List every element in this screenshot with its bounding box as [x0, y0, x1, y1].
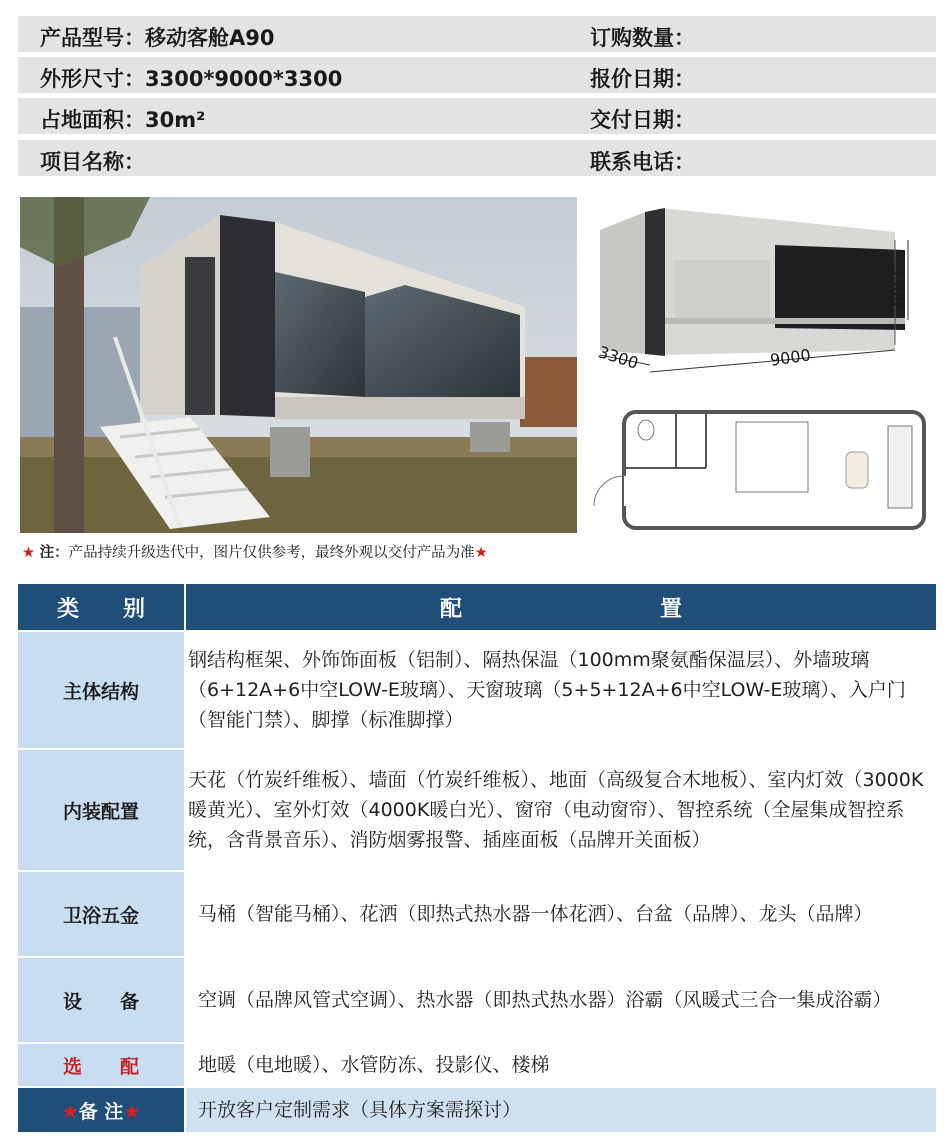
order-quantity: 订购数量： [590, 26, 695, 50]
disclaimer-note [22, 541, 488, 562]
table-row [17, 749, 937, 871]
row-category-remark [17, 1087, 185, 1133]
row-category: 主体结构 [17, 631, 185, 749]
render-dim-width: 3300 [596, 342, 641, 373]
product-photo [20, 197, 577, 533]
star-icon: ★ [61, 1100, 79, 1123]
floor-plan [588, 404, 938, 534]
row-config: 钢结构框架、外饰饰面板（铝制）、隔热保温（100mm聚氨酯保温层）、外墙玻璃（6+12A+6中空LOW-E玻璃）、天窗玻璃（5+5+12A+6中空LOW-E玻璃）、入户门（智能门禁）、脚撑（标准脚撑） [185, 631, 937, 749]
info-row-4 [18, 140, 936, 176]
product-model: 产品型号：移动客舱A90 [40, 26, 275, 50]
row-category: 选 配 [17, 1043, 185, 1087]
quote-date: 报价日期： [590, 67, 695, 91]
info-row-3 [18, 98, 936, 134]
floor-area: 占地面积：30m² [40, 108, 206, 132]
row-config: 马桶（智能马桶）、花洒（即热式热水器一体花洒）、台盆（品牌）、龙头（品牌） [185, 871, 937, 957]
table-row [17, 1087, 937, 1133]
table-header [17, 583, 937, 631]
star-icon: ★ [123, 1100, 141, 1123]
project-name: 项目名称： [40, 150, 145, 174]
star-icon: ★ [474, 545, 488, 561]
star-icon: ★ [22, 545, 35, 561]
info-row-1 [18, 16, 936, 52]
dimensions: 外形尺寸：3300*9000*3300 [40, 67, 343, 91]
row-category: 内装配置 [17, 749, 185, 871]
row-category: 卫浴五金 [17, 871, 185, 957]
table-row [17, 871, 937, 957]
note-label: 注： [39, 545, 69, 561]
row-config: 空调（品牌风管式空调）、热水器（即热式热水器）浴霸（风暖式三合一集成浴霸） [185, 957, 937, 1043]
row-config: 开放客户定制需求（具体方案需探讨） [185, 1087, 937, 1133]
row-config: 天花（竹炭纤维板）、墙面（竹炭纤维板）、地面（高级复合木地板）、室内灯效（3000K暖黄光）、室外灯效（4000K暖白光）、窗帘（电动窗帘）、智控系统（全屋集成智控系统，含背景音乐）、消防烟雾报警、插座面板（品牌开关面板） [185, 749, 937, 871]
delivery-date: 交付日期： [590, 108, 695, 132]
spec-table [16, 582, 938, 1134]
table-row [17, 957, 937, 1043]
note-text: 产品持续升级迭代中，图片仅供参考，最终外观以交付产品为准 [68, 545, 475, 561]
cabin-render [590, 200, 938, 390]
render-dim-height: 3300 [889, 266, 908, 307]
contact-phone: 联系电话： [590, 150, 695, 174]
row-category: 设 备 [17, 957, 185, 1043]
header-config: 配 置 [185, 583, 937, 631]
table-row [17, 631, 937, 749]
table-row [17, 1043, 937, 1087]
row-config: 地暖（电地暖）、水管防冻、投影仪、楼梯 [185, 1043, 937, 1087]
remark-label: 备 注 [78, 1100, 124, 1123]
info-row-2 [18, 57, 936, 93]
render-dim-length: 9000 [768, 345, 812, 370]
header-category: 类 别 [17, 583, 185, 631]
